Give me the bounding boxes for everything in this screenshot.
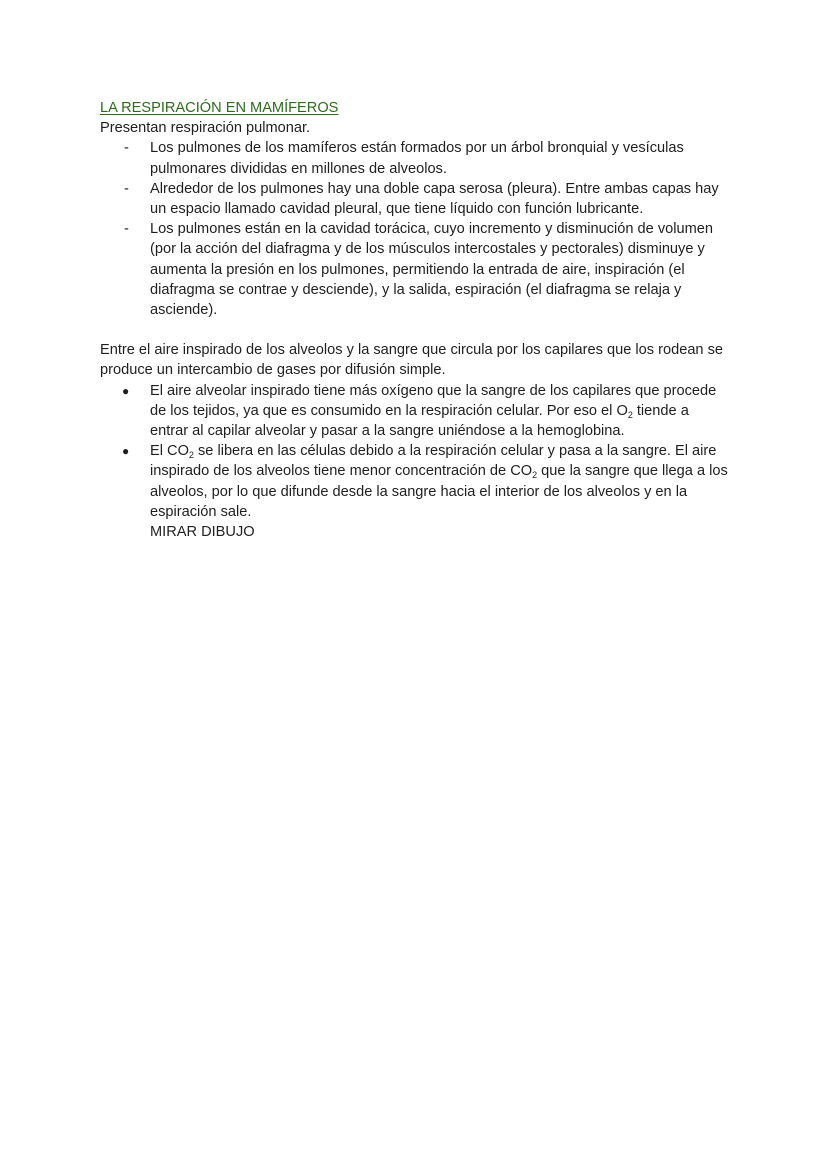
list-item-text: Alrededor de los pulmones hay una doble capa serosa (pleura). Entre ambas capas hay un espacio llamado cavidad pleural, que tiene líquido con función lubricante. [150,180,719,218]
list-item [100,381,730,442]
bullet-marker: ● [122,444,130,459]
dash-marker: - [124,180,129,197]
page-title: LA RESPIRACIÓN EN MAMÍFEROS [100,100,339,116]
subscript: 2 [532,470,538,481]
list-item [100,138,730,178]
document-page [100,98,730,542]
intro-text: Presentan respiración pulmonar. [100,120,311,137]
bullet-text: El aire alveolar inspirado tiene más oxígeno que la sangre de los capilares que procede de los tejidos, ya que es consumido en la respiración celular. Por eso el $O_2$ tiende a entrar al capilar alveolar y pasar a la sangre uniéndose a la hemoglobina. [150,382,717,440]
dash-marker: - [124,221,129,238]
bullet-marker: ● [122,383,130,398]
paragraph-spacer [100,320,730,340]
subscript: 2 [188,450,194,461]
bullet-text: El $CO_2$ se libera en las células debido a la respiración celular y pasa a la sangre. El aire inspirado de los alveolos tiene menor concentración de $CO_2$ que la sangre que llega a los alveolos, por lo que difunde desde la sangre hacia el interior de los alveolos y en la espiración sale. [150,443,728,520]
list-item-text: Los pulmones están en la cavidad torácica, cuyo incremento y disminución de volumen (por la acción del diafragma y de los músculos intercostales y pectorales) disminuye y aumenta la presión en los pulmones, permitiendo la entrada de aire, inspiración (el diafragma se contrae y desciende), y la salida, espiración (el diafragma se relaja y asciende). [150,221,713,319]
list-item [100,219,730,320]
bullet-list [100,381,730,522]
list-item-text: Los pulmones de los mamíferos están formados por un árbol bronquial y vesículas pulmonares divididas en millones de alveolos. [150,140,684,177]
list-item [100,179,730,219]
list-item [100,441,730,522]
dash-marker: - [124,140,129,157]
dash-list [100,138,730,320]
note-text: MIRAR DIBUJO [150,524,255,541]
subscript: 2 [627,409,633,420]
paragraph-gas-exchange: Entre el aire inspirado de los alveolos y la sangre que circula por los capilares que los rodean se produce un intercambio de gases por difusión simple. [100,342,724,379]
